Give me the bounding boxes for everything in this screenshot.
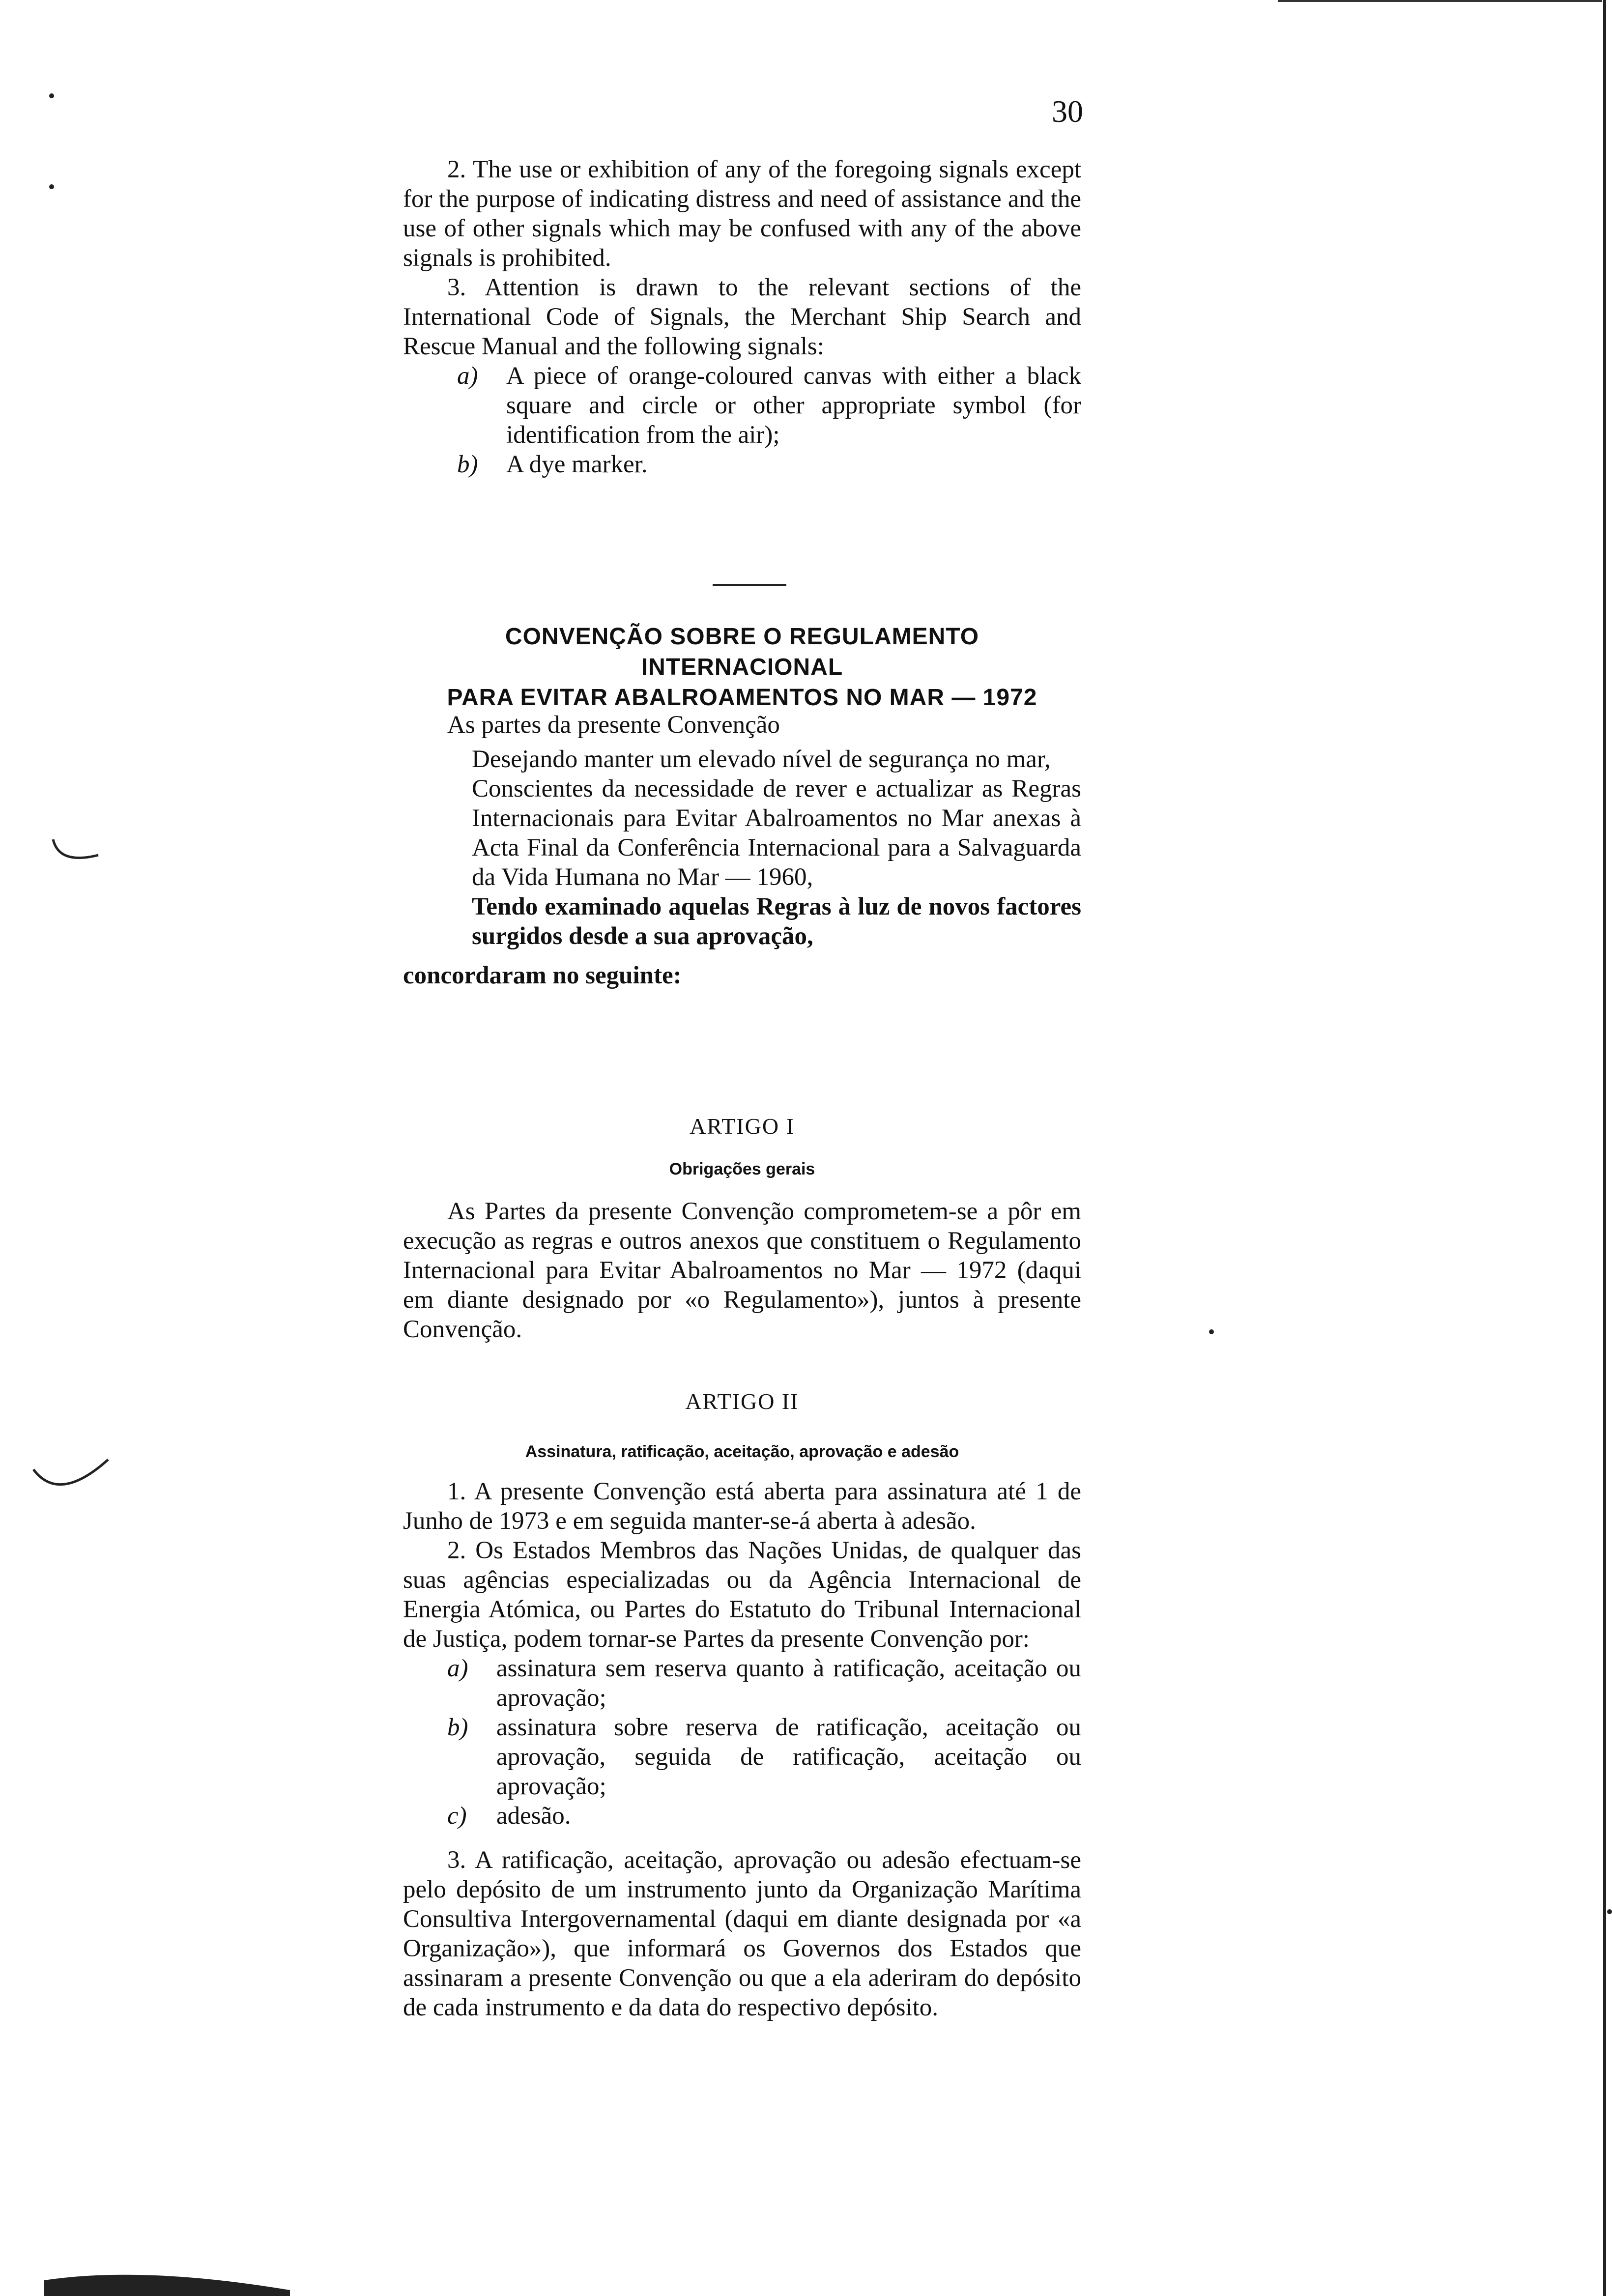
article-2-paragraph-1: 1. A presente Convenção está aberta para assinatura até 1 de Junho de 1973 e em seguida manter-se-á aberta à adesão. [403, 1478, 1081, 1535]
article-2-label-c: c) [447, 1802, 467, 1830]
scan-speck [49, 184, 54, 189]
preamble [403, 710, 1081, 990]
paragraph-3: 3. Attention is drawn to the relevant sections of the International Code of Signals, the Merchant Ship Search and Rescue Manual and the following signals: [403, 274, 1081, 360]
list-item-b [457, 450, 1081, 479]
page-number: 30 [1052, 94, 1083, 129]
pencil-mark-curve [49, 835, 103, 870]
preamble-clauses [403, 745, 1081, 951]
article-1-body [403, 1197, 1081, 1344]
convention-title-line-1: CONVENÇÃO SOBRE O REGULAMENTO INTERNACIONAL [505, 624, 979, 680]
article-1-subtitle: Obrigações gerais [669, 1160, 815, 1178]
article-2-text-c: adesão. [496, 1802, 571, 1830]
article-2-label-a: a) [447, 1655, 468, 1682]
article-2-label-b: b) [447, 1714, 468, 1741]
scan-speck [49, 93, 54, 98]
article-2-subtitle: Assinatura, ratificação, aceitação, aprovação e adesão [525, 1442, 959, 1461]
preamble-conscientes: Conscientes da necessidade de rever e actualizar as Regras Internacionais para Evitar Abalroamentos no Mar anexas à Acta Final da Conferência Internacional para a Salvaguarda da Vida Humana no Mar — 1960, [472, 775, 1081, 891]
article-2-item-a [447, 1654, 1081, 1713]
list-label-b: b) [457, 451, 478, 478]
article-1-text: As Partes da presente Convenção comprometem-se a pôr em execução as regras e outros anexos que constituem o Regulamento Internacional para Evitar Abalroamentos no Mar — 1972 (daqui em diante designado por «o Regulamento»), juntos à presente Convenção. [403, 1198, 1081, 1343]
pencil-mark-check [29, 1455, 113, 1514]
scan-edge-right [1603, 0, 1606, 2296]
paragraph-2: 2. The use or exhibition of any of the foregoing signals except for the purpose of indicating distress and need of assistance and the use of other signals which may be confused with any of the above signals is prohibited. [403, 156, 1081, 272]
preamble-desejando: Desejando manter um elevado nível de segurança no mar, [472, 746, 1051, 773]
list-item-a [457, 361, 1081, 450]
section-divider [713, 584, 786, 586]
convention-title-line-2: PARA EVITAR ABALROAMENTOS NO MAR — 1972 [447, 685, 1037, 711]
article-2-text-a: assinatura sem reserva quanto à ratificação, aceitação ou aprovação; [496, 1655, 1081, 1712]
list-label-a: a) [457, 362, 478, 390]
preamble-parties: As partes da presente Convenção [447, 711, 780, 739]
list-text-a: A piece of orange-coloured canvas with either a black square and circle or other appropriate symbol (for identification from the air); [506, 362, 1081, 449]
article-2-text-b: assinatura sobre reserva de ratificação, aceitação ou aprovação, seguida de ratificação, aceitação ou aprovação; [496, 1714, 1081, 1800]
article-2-item-b [447, 1713, 1081, 1801]
scan-speck [1607, 1909, 1612, 1914]
intro-section [403, 155, 1081, 479]
article-2-title: ARTIGO II [685, 1389, 799, 1414]
article-2-paragraph-3: 3. A ratificação, aceitação, aprovação ou adesão efectuam-se pelo depósito de um instrumento junto da Organização Marítima Consultiva Intergovernamental (daqui em diante designada por «a Organização»), que informará os Governos dos Estados que assinaram a presente Convenção ou que a ela aderiram do depósito de cada instrumento e da data do respectivo depósito. [403, 1846, 1081, 2021]
article-1-title: ARTIGO I [690, 1114, 795, 1139]
scan-speck [1209, 1329, 1214, 1334]
article-2-item-c [447, 1801, 1081, 1831]
preamble-tendo: Tendo examinado aquelas Regras à luz de novos factores surgidos desde a sua aprovação, [472, 893, 1081, 950]
scan-edge-top [1278, 0, 1602, 2]
list-text-b: A dye marker. [506, 451, 648, 478]
article-2-paragraph-2: 2. Os Estados Membros das Nações Unidas, de qualquer das suas agências especializadas ou da Agência Internacional de Energia Atómica, ou Partes do Estatuto do Tribunal Internacional de Justiça, podem tornar-se Partes da presente Convenção por: [403, 1537, 1081, 1653]
scan-shadow [44, 2256, 300, 2296]
article-2-body [403, 1477, 1081, 2022]
preamble-concordaram: concordaram no seguinte: [403, 962, 682, 989]
convention-title [403, 622, 1081, 713]
